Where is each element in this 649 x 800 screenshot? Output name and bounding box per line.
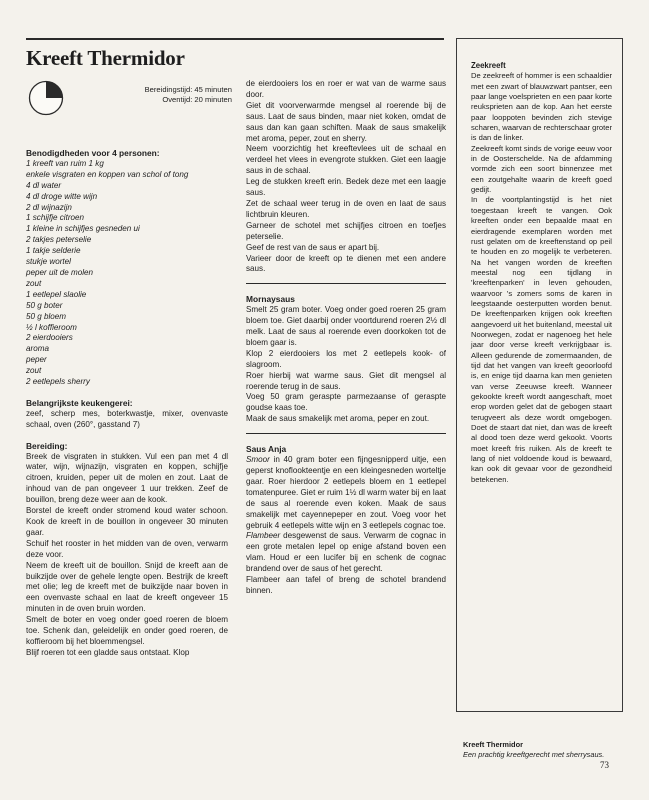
caption-title: Kreeft Thermidor bbox=[463, 740, 523, 749]
ingredient-item: 1 takje selderie bbox=[26, 246, 81, 256]
ingredient-item: 1 schijfje citroen bbox=[26, 213, 85, 223]
mornaysaus-heading: Mornaysaus bbox=[246, 294, 295, 305]
sidebar-paragraph: In de voortplantingstijd is het niet toegestaan kreeft te vangen. Ook kreeften onder een bepaalde maat en eierdragende exemplaren worden met rust gelaten om de kreeftenstand op peil te houden en zo mogelijk te verbeteren. Na het vangen worden de kreeften meestal nog een tijdlang in 'kreeftenparken' in leven gehouden, waarvoor 's zomers soms de karen in leegstaande oesterputten worden benut. De kreeftenparken krijgen ook kreeften aangevoerd uit het buitenland, meestal uit Noorwegen, zodat er nagenoeg het hele jaar door verse kreeft verkrijgbaar is. Alleen gedurende de zomermaanden, de tijd dat het vangen van kreeft geoorloofd is, en enige tijd daarna kan men genieten van verse Zeeuwse kreeft. Wanneer gekookte kreeft wordt aangeschaft, moet erop worden gelet dat de gebogen staart terugveert als deze wordt omgebogen. Doet de staart dat niet, dan was de kreeft al dood toen deze werd gekookt. Voorts moet kreeft fris ruiken. Als de kreeft te lang of niet voldoende koud is bewaard, kan ook dit gevaar voor de gezondheid betekenen. bbox=[471, 195, 613, 484]
preparation-paragraph: Giet dit voorverwarmde mengsel al roerende bij de saus. Laat de saus binden, maar niet koken, omdat de saus dan kan gaan schiften. Maak de saus smakelijk met aroma, peper, zout en sherry. bbox=[246, 100, 446, 143]
ingredient-item: zout bbox=[26, 278, 42, 288]
saus-anja-lead-word: Flambeer bbox=[246, 531, 281, 541]
ingredient-item: 4 dl water bbox=[26, 180, 62, 190]
ingredient-item: 2 takjes peterselie bbox=[26, 235, 92, 245]
ingredient-item: 50 g boter bbox=[26, 300, 63, 310]
ingredient-item: peper bbox=[26, 355, 47, 365]
mornaysaus-paragraph: Maak de saus smakelijk met aroma, peper en zout. bbox=[246, 414, 430, 424]
time-info bbox=[120, 85, 232, 105]
saus-anja-text: in 40 gram boter een fijngesnipperd uitje, een geperst knoflookteentje en een kleingesneden worteltje gaar. Roer hierdoor 2 eetlepels bloem en 1 eetlepel tomatenpuree. Giet er ruim 1½ dl warm water bij en laat de saus al roerende even koken. Maak de saus smakelijk met cayennepeper en zout. Voeg voor het gebruik 4 eetlepels witte wijn en 3 eetlepels cognac toe. bbox=[246, 455, 446, 530]
preparation-paragraph: Varieer door de kreeft op te dienen met een andere saus. bbox=[246, 253, 446, 274]
preparation-paragraph: Schuif het rooster in het midden van de oven, verwarm deze voor. bbox=[26, 538, 228, 559]
ingredient-item: 2 eierdooiers bbox=[26, 333, 73, 343]
section-divider bbox=[246, 433, 446, 434]
preparation-paragraph: de eierdooiers los en roer er wat van de warme saus door. bbox=[246, 79, 446, 99]
sidebar-paragraph: De zeekreeft of hommer is een schaaldier met een zwart of blauwzwart pantser, een paar lange voelsprieten en een paar korte reuksprieten aan de kop. Aan het eerste paar looppoten bevinden zich stevige scharen, waarvan de rechterschaar groter is dan de linker. bbox=[471, 71, 612, 143]
oven-time: Oventijd: 20 minuten bbox=[162, 95, 232, 104]
section-divider bbox=[246, 283, 446, 284]
preparation-paragraph: Neem de kreeft uit de bouillon. Snijd de kreeft aan de buikzijde over de gehele lengte open. Bestrijk de kreeft met olie; leg de kreeft met de buikzijde naar boven in een ovenvaste schaal en laat de kreeft ongeveer 15 minuten in de oven bruin worden. bbox=[26, 560, 228, 614]
ingredient-item: 1 eetlepel slaolie bbox=[26, 289, 87, 299]
sidebar-paragraph: Zeekreeft komt sinds de vorige eeuw voor in de Oosterschelde. Na de afdamming vormde zich een soort binnenzee met een zoutgehalte waarin de kreeft goed gedijt. bbox=[471, 143, 612, 195]
page-title: Kreeft Thermidor bbox=[26, 46, 185, 70]
title-rule bbox=[26, 38, 444, 40]
clock-icon bbox=[28, 80, 64, 116]
mornaysaus-paragraph: Roer hierbij wat warme saus. Giet dit mengsel al roerende terug in de saus. bbox=[246, 370, 446, 391]
ingredient-item: 4 dl droge witte wijn bbox=[26, 191, 98, 201]
preparation-heading: Bereiding: bbox=[26, 440, 68, 451]
preparation-paragraph: Blijf roeren tot een gladde saus ontstaat. Klop bbox=[26, 647, 190, 657]
preparation-paragraph: Zet de schaal weer terug in de oven en laat de saus lichtbruin kleuren. bbox=[246, 198, 446, 219]
mornaysaus-paragraph: Voeg 50 gram geraspte parmezaanse of geraspte goudse kaas toe. bbox=[246, 392, 446, 413]
middle-column bbox=[246, 79, 446, 597]
preparation-paragraph: Garneer de schotel met schijfjes citroen en toefjes peterselie. bbox=[246, 220, 446, 241]
left-column bbox=[26, 148, 228, 659]
preparation-paragraph: Borstel de kreeft onder stromend koud water schoon. Kook de kreeft in de bouillon in ongeveer 30 minuten gaar. bbox=[26, 506, 228, 537]
ingredient-item: 50 g bloem bbox=[26, 311, 67, 321]
utensils-heading: Belangrijkste keukengerei: bbox=[26, 397, 133, 408]
ingredient-item: peper uit de molen bbox=[26, 267, 94, 277]
photo-caption bbox=[463, 740, 631, 760]
ingredient-item: aroma bbox=[26, 344, 49, 354]
saus-anja-heading: Saus Anja bbox=[246, 444, 287, 455]
ingredient-item: 2 eetlepels sherry bbox=[26, 377, 90, 387]
ingredient-item: 2 dl wijnazijn bbox=[26, 202, 72, 212]
saus-anja-paragraph bbox=[246, 531, 446, 575]
caption-text: Een prachtig kreeftgerecht met sherrysaus. bbox=[463, 750, 605, 759]
preparation-paragraph: Neem voorzichtig het kreeftevlees uit de schaal en verdeel het vlees in evengrote stukken. Giet een laagje saus in de schaal. bbox=[246, 144, 446, 176]
saus-anja-paragraph: Flambeer aan tafel of breng de schotel brandend binnen. bbox=[246, 575, 446, 595]
sidebar-heading: Zeekreeft bbox=[471, 61, 506, 70]
ingredients-heading: Benodigdheden voor 4 personen: bbox=[26, 148, 160, 158]
ingredient-item: enkele visgraten en koppen van schol of tong bbox=[26, 169, 189, 179]
ingredient-item: zout bbox=[26, 366, 42, 376]
saus-anja-paragraph bbox=[246, 455, 446, 531]
ingredient-item: 1 kreeft van ruim 1 kg bbox=[26, 158, 104, 168]
ingredient-item: 1 kleine in schijfjes gesneden ui bbox=[26, 224, 140, 234]
preparation-paragraph: Smelt de boter en voeg onder goed roeren de bloem toe. Schenk dan, geleidelijk en onder goed roeren, de koffieroom bij het bloemmengsel. bbox=[26, 615, 228, 646]
utensils-text: zeef, scherp mes, boterkwastje, mixer, ovenvaste schaal, oven (260°, gasstand 7) bbox=[26, 408, 228, 429]
preparation-paragraph: Breek de visgraten in stukken. Vul een pan met 4 dl water, wijn, wijnazijn, visgraten en koppen, schijfje citroen, kruiden, peper uit de molen en zout. Laat de inhoud van de pan ongeveer 1 uur trekken. Zeef de bouillon, breng deze weer aan de kook. bbox=[26, 451, 228, 505]
page-number: 73 bbox=[600, 760, 609, 770]
preparation-paragraph: Geef de rest van de saus er apart bij. bbox=[246, 242, 380, 252]
prep-time: Bereidingstijd: 45 minuten bbox=[144, 85, 232, 94]
saus-anja-text: desgewenst de saus. Verwarm de cognac in een grote metalen lepel op enige afstand boven een vlam. Houd er een lucifer bij en schenk de cognac brandend over de saus of het gerecht. bbox=[246, 531, 446, 574]
sidebar-box bbox=[456, 38, 623, 712]
saus-anja-lead-word: Smoor bbox=[246, 455, 270, 465]
ingredient-list bbox=[26, 159, 228, 388]
mornaysaus-paragraph: Klop 2 eierdooiers los met 2 eetlepels kook- of slagroom. bbox=[246, 348, 446, 369]
ingredient-item: stukje wortel bbox=[26, 257, 71, 267]
preparation-paragraph: Leg de stukken kreeft erin. Bedek deze met een laagje saus. bbox=[246, 177, 446, 198]
mornaysaus-paragraph: Smelt 25 gram boter. Voeg onder goed roeren 25 gram bloem toe. Giet daarbij onder voortdurend roeren 2½ dl melk. Laat de saus al roerende even doorkoken tot de bloem gaar is. bbox=[246, 305, 446, 347]
ingredient-item: ½ l koffieroom bbox=[26, 322, 77, 332]
